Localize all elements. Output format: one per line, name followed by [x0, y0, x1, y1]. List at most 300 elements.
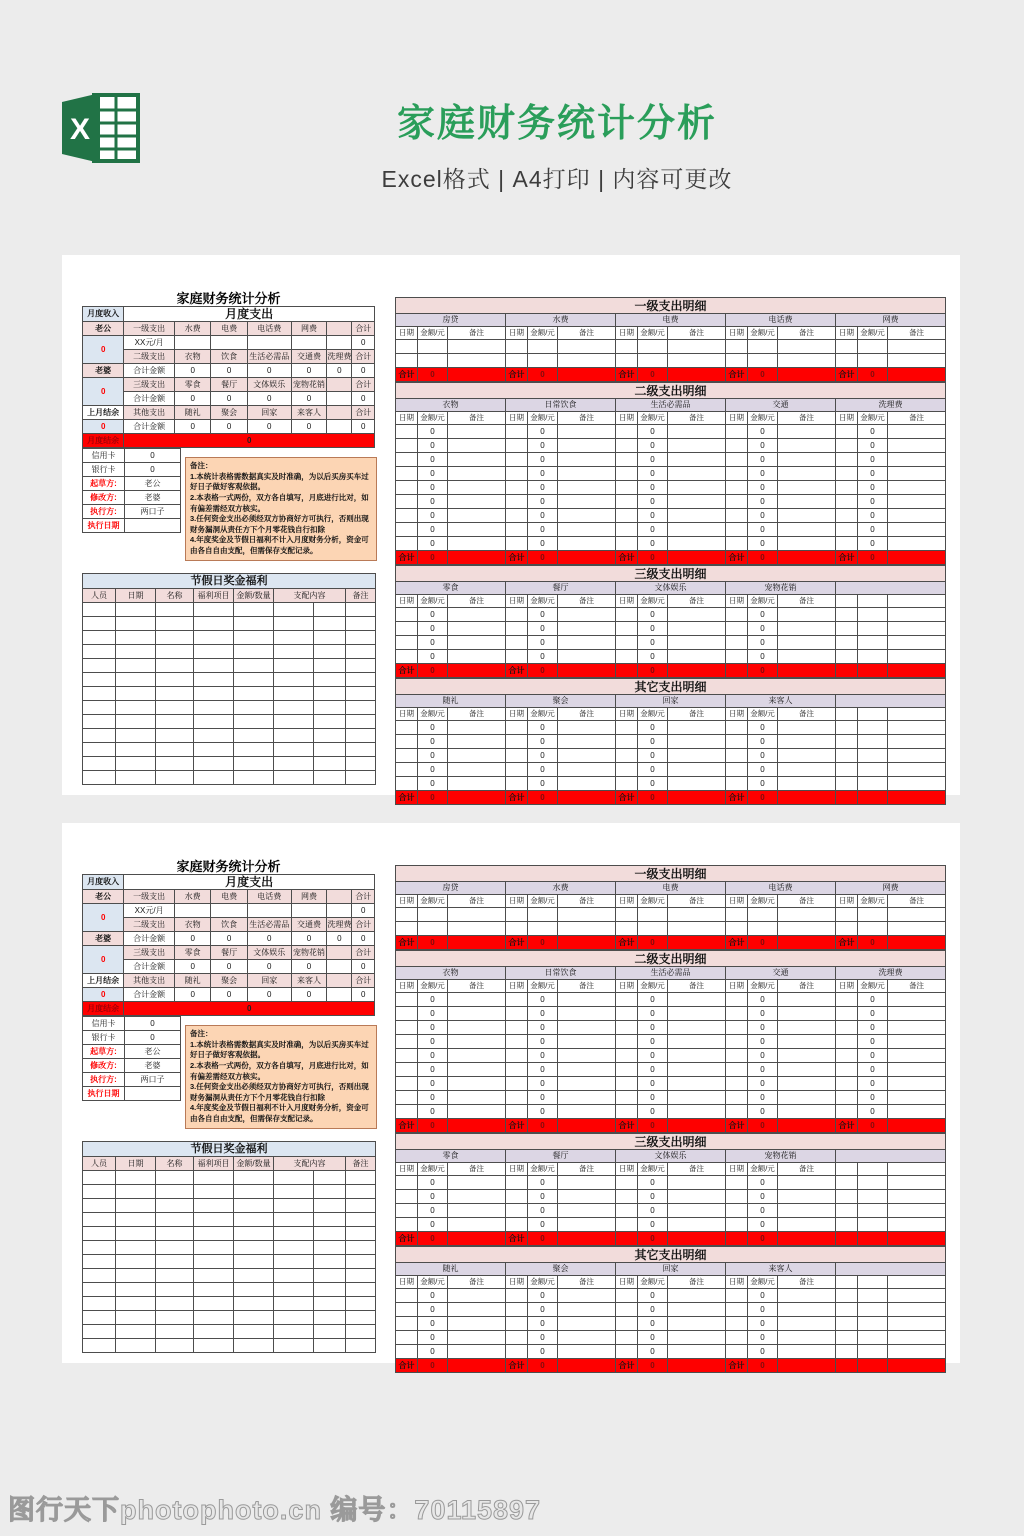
cell: 合计金额 — [124, 392, 175, 406]
total-remark — [558, 1359, 616, 1373]
date-cell — [396, 1063, 418, 1077]
remark-cell — [668, 453, 726, 467]
empty-cell — [346, 1297, 376, 1311]
table-row — [83, 307, 375, 322]
remark-cell — [448, 481, 506, 495]
remark-cell — [558, 1021, 616, 1035]
remark-cell — [448, 1091, 506, 1105]
group-header: 聚会 — [506, 1263, 616, 1276]
remark-cell — [888, 1317, 946, 1331]
empty-cell — [194, 1311, 234, 1325]
empty-cell — [156, 1185, 194, 1199]
remark-cell — [778, 1007, 836, 1021]
info-label: 起草方: — [83, 477, 125, 491]
cell: 0 — [352, 960, 375, 974]
cell — [327, 336, 352, 350]
empty-cell — [194, 715, 234, 729]
empty-cell — [234, 1241, 274, 1255]
amount-cell: 0 — [528, 608, 558, 622]
date-cell — [726, 1303, 748, 1317]
empty-cell — [234, 701, 274, 715]
cell — [327, 946, 352, 960]
date-cell — [726, 495, 748, 509]
amount-cell: 0 — [858, 509, 888, 523]
notes-box — [185, 457, 377, 561]
empty-cell — [346, 757, 376, 771]
cell: 老公 — [83, 890, 124, 904]
remark-cell — [668, 1105, 726, 1119]
cell — [327, 322, 352, 336]
sub-header: 金额/元 — [528, 708, 558, 721]
cell: 二级支出 — [124, 918, 175, 932]
sub-header: 金额/元 — [528, 327, 558, 340]
total-value: 0 — [418, 791, 448, 805]
amount-cell: 0 — [418, 735, 448, 749]
table-row — [83, 701, 376, 715]
page-subtitle: Excel格式 | A4打印 | 内容可更改 — [381, 166, 733, 192]
cell: 合计 — [352, 406, 375, 420]
amount-cell — [418, 908, 448, 922]
amount-cell: 0 — [748, 1303, 778, 1317]
cell: 0 — [211, 960, 247, 974]
amount-cell: 0 — [748, 1035, 778, 1049]
date-cell — [396, 537, 418, 551]
date-cell — [616, 763, 638, 777]
amount-cell: 0 — [638, 1063, 668, 1077]
date-cell — [836, 481, 858, 495]
table-row — [83, 378, 375, 392]
sub-header: 金额/元 — [858, 980, 888, 993]
date-cell — [726, 993, 748, 1007]
cell: 0 — [352, 420, 375, 434]
cell: 水费 — [174, 322, 210, 336]
info-value: 0 — [125, 1017, 181, 1031]
remark-cell — [778, 763, 836, 777]
table-row — [396, 1276, 946, 1289]
cell: 交通费 — [291, 350, 327, 364]
amount-cell: 0 — [418, 1049, 448, 1063]
remark-cell — [778, 1331, 836, 1345]
sub-header: 日期 — [836, 327, 858, 340]
empty-cell — [83, 1255, 116, 1269]
sub-header: 日期 — [616, 595, 638, 608]
cell: 月度结余 — [83, 1002, 124, 1016]
date-cell — [836, 1091, 858, 1105]
remark-cell — [448, 425, 506, 439]
remark-cell — [778, 523, 836, 537]
info-label: 银行卡 — [83, 463, 125, 477]
date-cell — [836, 1317, 858, 1331]
total-label: 合计 — [396, 368, 418, 382]
remark-cell — [558, 1303, 616, 1317]
table-row — [396, 936, 946, 950]
remark-cell — [888, 636, 946, 650]
empty-cell — [346, 1241, 376, 1255]
sub-header: 日期 — [616, 895, 638, 908]
note-line: 3.任何资金支出必须经双方协商好方可执行，否则出现财务漏洞从责任方下个月零花钱自行扣除 — [190, 1082, 369, 1102]
remark-cell — [778, 1077, 836, 1091]
remark-cell — [778, 1303, 836, 1317]
amount-cell: 0 — [748, 425, 778, 439]
cell — [247, 904, 291, 918]
date-cell — [616, 993, 638, 1007]
table-row — [83, 1199, 376, 1213]
table-row — [83, 1339, 376, 1353]
total-remark — [558, 936, 616, 950]
amount-cell: 0 — [528, 749, 558, 763]
date-cell — [836, 425, 858, 439]
date-cell — [506, 354, 528, 368]
date-cell — [616, 481, 638, 495]
total-label: 合计 — [506, 551, 528, 565]
empty-cell — [274, 1255, 314, 1269]
empty-cell — [234, 1325, 274, 1339]
empty-cell — [234, 757, 274, 771]
remark-cell — [778, 453, 836, 467]
amount-cell: 0 — [528, 453, 558, 467]
date-cell — [726, 1317, 748, 1331]
empty-cell — [194, 1255, 234, 1269]
total-value — [858, 1359, 888, 1373]
empty-cell — [234, 715, 274, 729]
amount-cell: 0 — [638, 735, 668, 749]
remark-cell — [888, 1190, 946, 1204]
date-cell — [726, 908, 748, 922]
sub-header: 日期 — [506, 895, 528, 908]
sub-header: 金额/元 — [528, 1276, 558, 1289]
sub-header: 备注 — [558, 595, 616, 608]
table-row — [396, 791, 946, 805]
total-remark — [448, 791, 506, 805]
amount-cell: 0 — [748, 1218, 778, 1232]
remark-cell — [778, 608, 836, 622]
remark-cell — [888, 1035, 946, 1049]
remark-cell — [888, 1176, 946, 1190]
amount-cell: 0 — [418, 1204, 448, 1218]
date-cell — [396, 1345, 418, 1359]
empty-cell — [83, 1269, 116, 1283]
date-cell — [616, 453, 638, 467]
remark-cell — [448, 340, 506, 354]
total-remark — [778, 1119, 836, 1133]
sub-header: 日期 — [616, 708, 638, 721]
remark-cell — [888, 721, 946, 735]
empty-cell — [274, 1269, 314, 1283]
date-cell — [726, 1176, 748, 1190]
amount-cell: 0 — [748, 608, 778, 622]
table-row — [396, 735, 946, 749]
group-header — [836, 1263, 946, 1276]
column-header: 支配内容 — [274, 1157, 346, 1171]
remark-cell — [888, 1303, 946, 1317]
remark-cell — [558, 993, 616, 1007]
table-row — [83, 1031, 181, 1045]
column-header: 金额/数量 — [234, 1157, 274, 1171]
date-cell — [836, 993, 858, 1007]
remark-cell — [778, 636, 836, 650]
date-cell — [616, 1289, 638, 1303]
table-row — [396, 1190, 946, 1204]
total-remark — [668, 1232, 726, 1246]
sub-header: 备注 — [558, 1163, 616, 1176]
cell: 水费 — [174, 890, 210, 904]
expense-detail-section-2 — [395, 382, 946, 565]
empty-cell — [234, 1213, 274, 1227]
amount-cell — [858, 636, 888, 650]
sub-header: 备注 — [888, 980, 946, 993]
empty-cell — [234, 729, 274, 743]
table-row — [396, 368, 946, 382]
amount-cell: 0 — [638, 1035, 668, 1049]
amount-cell: 0 — [418, 993, 448, 1007]
sub-header: 日期 — [836, 412, 858, 425]
empty-cell — [156, 631, 194, 645]
amount-cell: 0 — [748, 735, 778, 749]
cell: 聚会 — [211, 406, 247, 420]
empty-cell — [274, 673, 314, 687]
amount-cell: 0 — [638, 1289, 668, 1303]
total-remark — [778, 664, 836, 678]
amount-cell: 0 — [528, 425, 558, 439]
expense-detail-section-4 — [395, 1246, 946, 1373]
empty-cell — [156, 1283, 194, 1297]
remark-cell — [558, 1077, 616, 1091]
info-value: 老婆 — [125, 491, 181, 505]
date-cell — [616, 537, 638, 551]
expense-detail-section-1 — [395, 297, 946, 382]
date-cell — [726, 340, 748, 354]
cell: 一级支出 — [124, 322, 175, 336]
date-cell — [506, 340, 528, 354]
amount-cell — [638, 354, 668, 368]
date-cell — [726, 509, 748, 523]
date-cell — [506, 453, 528, 467]
amount-cell: 0 — [858, 481, 888, 495]
amount-cell: 0 — [418, 467, 448, 481]
group-header — [836, 582, 946, 595]
table-row — [396, 622, 946, 636]
date-cell — [836, 1105, 858, 1119]
total-value: 0 — [638, 791, 668, 805]
empty-cell — [83, 1339, 116, 1353]
amount-cell: 0 — [418, 608, 448, 622]
amount-cell — [858, 1190, 888, 1204]
empty-cell — [83, 631, 116, 645]
remark-cell — [558, 1035, 616, 1049]
column-header: 日期 — [116, 589, 156, 603]
sub-header: 金额/元 — [748, 595, 778, 608]
cell: 回家 — [247, 974, 291, 988]
table-row — [83, 1142, 376, 1157]
total-label: 合计 — [396, 551, 418, 565]
info-value: 老公 — [125, 1045, 181, 1059]
amount-cell: 0 — [418, 1317, 448, 1331]
sub-header: 日期 — [836, 895, 858, 908]
empty-cell — [83, 1171, 116, 1185]
date-cell — [726, 1049, 748, 1063]
amount-cell: 0 — [638, 1190, 668, 1204]
remark-cell — [558, 425, 616, 439]
empty-cell — [194, 1269, 234, 1283]
empty-cell — [83, 1283, 116, 1297]
amount-cell: 0 — [748, 509, 778, 523]
empty-cell — [116, 1269, 156, 1283]
date-cell — [616, 1176, 638, 1190]
amount-cell: 0 — [418, 537, 448, 551]
amount-cell — [858, 1303, 888, 1317]
remark-cell — [668, 523, 726, 537]
amount-cell: 0 — [528, 735, 558, 749]
amount-cell: 0 — [638, 1176, 668, 1190]
cell: 0 — [174, 364, 210, 378]
empty-cell — [274, 603, 314, 617]
remark-cell — [888, 1091, 946, 1105]
empty-cell — [274, 1185, 314, 1199]
total-remark — [668, 664, 726, 678]
amount-cell — [858, 777, 888, 791]
amount-cell: 0 — [858, 467, 888, 481]
amount-cell — [418, 922, 448, 936]
remark-cell — [558, 467, 616, 481]
empty-cell — [346, 701, 376, 715]
remark-cell — [668, 622, 726, 636]
column-header: 名称 — [156, 1157, 194, 1171]
total-label — [726, 664, 748, 678]
sub-header — [836, 708, 858, 721]
info-value: 两口子 — [125, 505, 181, 519]
remark-cell — [668, 1289, 726, 1303]
sub-header: 日期 — [506, 708, 528, 721]
empty-cell — [83, 1241, 116, 1255]
cell: 合计 — [352, 322, 375, 336]
group-header: 洗理费 — [836, 399, 946, 412]
empty-cell — [314, 1241, 346, 1255]
total-label: 合计 — [616, 368, 638, 382]
group-header: 电费 — [616, 882, 726, 895]
cell: 饮食 — [211, 350, 247, 364]
amount-cell — [858, 1289, 888, 1303]
empty-cell — [156, 729, 194, 743]
empty-cell — [156, 1339, 194, 1353]
amount-cell — [858, 650, 888, 664]
date-cell — [616, 1303, 638, 1317]
table-row — [83, 1311, 376, 1325]
holiday-title: 节假日奖金福利 — [83, 1142, 376, 1157]
sub-header: 备注 — [668, 327, 726, 340]
amount-cell: 0 — [418, 495, 448, 509]
sub-header: 日期 — [396, 1276, 418, 1289]
empty-cell — [346, 617, 376, 631]
date-cell — [506, 1331, 528, 1345]
sub-header: 金额/元 — [418, 895, 448, 908]
cell: 0 — [174, 988, 210, 1002]
amount-cell: 0 — [638, 1204, 668, 1218]
date-cell — [616, 1331, 638, 1345]
remark-cell — [778, 1105, 836, 1119]
empty-cell — [274, 1325, 314, 1339]
date-cell — [506, 622, 528, 636]
total-remark — [778, 551, 836, 565]
sub-header: 日期 — [726, 412, 748, 425]
amount-cell: 0 — [638, 777, 668, 791]
table-row — [396, 951, 946, 967]
note-line: 2.本表格一式两份，双方各自填写，月底进行比对，如有偏差需经双方核实。 — [190, 492, 369, 513]
remark-cell — [558, 777, 616, 791]
cell: 0 — [247, 364, 291, 378]
group-header: 回家 — [616, 695, 726, 708]
remark-cell — [668, 481, 726, 495]
cell: 0 — [174, 420, 210, 434]
date-cell — [726, 636, 748, 650]
remark-cell — [778, 1190, 836, 1204]
remark-cell — [448, 749, 506, 763]
amount-cell: 0 — [638, 481, 668, 495]
amount-cell: 0 — [528, 467, 558, 481]
date-cell — [616, 1063, 638, 1077]
sub-header: 金额/元 — [748, 412, 778, 425]
cell: 0 — [247, 960, 291, 974]
total-remark — [888, 1119, 946, 1133]
cell: 合计金额 — [124, 420, 175, 434]
total-label: 合计 — [506, 1232, 528, 1246]
amount-cell: 0 — [418, 1190, 448, 1204]
date-cell — [616, 1007, 638, 1021]
sub-header: 备注 — [448, 980, 506, 993]
empty-cell — [274, 1171, 314, 1185]
empty-cell — [346, 603, 376, 617]
amount-cell: 0 — [418, 1176, 448, 1190]
amount-cell: 0 — [638, 1218, 668, 1232]
empty-cell — [116, 1339, 156, 1353]
cell: 0 — [211, 364, 247, 378]
empty-cell — [116, 617, 156, 631]
total-label: 合计 — [506, 1119, 528, 1133]
cell: 网费 — [291, 890, 327, 904]
amount-cell: 0 — [418, 425, 448, 439]
empty-cell — [314, 1171, 346, 1185]
amount-cell — [528, 922, 558, 936]
empty-cell — [274, 729, 314, 743]
sub-header: 金额/元 — [748, 1276, 778, 1289]
total-remark — [448, 551, 506, 565]
empty-cell — [314, 631, 346, 645]
table-row — [396, 1232, 946, 1246]
table-row — [396, 763, 946, 777]
table-row — [396, 1317, 946, 1331]
empty-cell — [156, 603, 194, 617]
sub-header: 备注 — [778, 895, 836, 908]
date-cell — [506, 509, 528, 523]
date-cell — [836, 1063, 858, 1077]
total-remark — [778, 1232, 836, 1246]
table-row — [396, 1163, 946, 1176]
date-cell — [836, 523, 858, 537]
date-cell — [396, 1091, 418, 1105]
date-cell — [506, 1105, 528, 1119]
sub-header: 日期 — [396, 895, 418, 908]
cell: 电话费 — [247, 890, 291, 904]
amount-cell: 0 — [528, 523, 558, 537]
table-row — [83, 336, 375, 350]
cell — [327, 974, 352, 988]
column-header: 支配内容 — [274, 589, 346, 603]
amount-cell: 0 — [748, 1049, 778, 1063]
total-remark — [888, 1232, 946, 1246]
date-cell — [616, 650, 638, 664]
table-row — [83, 757, 376, 771]
date-cell — [506, 922, 528, 936]
empty-cell — [116, 673, 156, 687]
